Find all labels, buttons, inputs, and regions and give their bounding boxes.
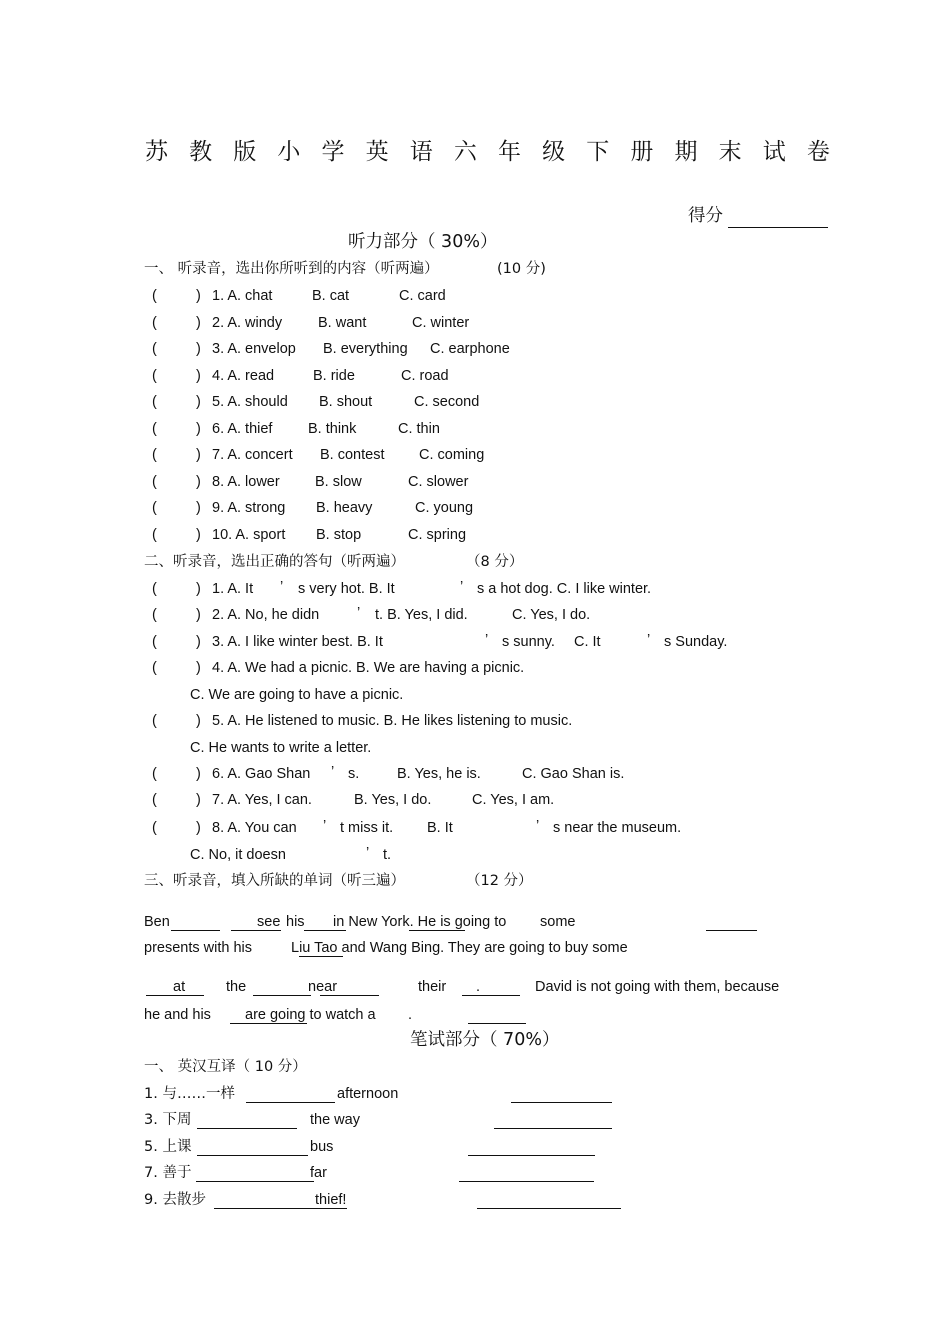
translation-blank-cn[interactable] <box>511 1102 612 1103</box>
translation-blank-en[interactable] <box>246 1102 335 1103</box>
title-char: 语 <box>409 139 433 165</box>
title-char: 卷 <box>806 139 830 165</box>
translation-prompt-en: bus <box>310 1139 334 1155</box>
option-c: C. earphone <box>430 341 510 357</box>
answer-paren: ) <box>196 792 201 808</box>
option-c: C. second <box>414 394 480 410</box>
answer-paren[interactable]: ( <box>152 581 157 597</box>
part2-q1-b2: s a hot dog. C. I like winter. <box>477 581 652 597</box>
answer-paren[interactable]: ( <box>152 660 157 676</box>
answer-paren: ) <box>196 607 201 623</box>
option-a: 10. A. sport <box>212 527 286 543</box>
title-char: 英 <box>365 139 389 165</box>
passage-word: his <box>286 914 305 930</box>
fill-blank-4[interactable] <box>409 930 465 931</box>
translation-prompt-en: far <box>310 1165 327 1181</box>
passage-text: Liu Tao and Wang Bing. They are going to buy some <box>291 940 628 956</box>
option-b: B. ride <box>313 368 355 384</box>
title-char: 版 <box>233 139 257 165</box>
part2-q8-a2: t miss it. <box>340 820 394 836</box>
apostrophe: ’ <box>280 579 284 595</box>
fill-blank-9[interactable] <box>320 995 379 996</box>
title-char: 苏 <box>145 139 168 165</box>
option-b: B. contest <box>320 447 385 463</box>
fill-blank-6[interactable] <box>299 956 343 957</box>
answer-paren[interactable]: ( <box>152 421 157 437</box>
apostrophe: ’ <box>460 579 464 595</box>
passage-word: some <box>540 914 576 930</box>
option-a: 9. A. strong <box>212 500 286 516</box>
answer-paren: ) <box>196 581 201 597</box>
answer-paren: ) <box>196 713 201 729</box>
translation-prompt-cn: 5. 上课 <box>144 1139 192 1155</box>
answer-paren: ) <box>196 634 201 650</box>
translation-blank-en[interactable] <box>197 1155 308 1156</box>
option-a: 6. A. thief <box>212 421 273 437</box>
answer-paren: ) <box>196 368 201 384</box>
translation-blank-cn[interactable] <box>468 1155 595 1156</box>
title-char: 期 <box>674 139 698 165</box>
answer-paren[interactable]: ( <box>152 792 157 808</box>
answer-paren[interactable]: ( <box>152 394 157 410</box>
option-b: B. shout <box>319 394 373 410</box>
title-char: 册 <box>630 139 654 165</box>
option-a: 8. A. lower <box>212 474 280 490</box>
translation-prompt-cn: 7. 善于 <box>144 1165 192 1181</box>
answer-paren[interactable]: ( <box>152 288 157 304</box>
part2-q3-a: 3. A. I like winter best. B. It <box>212 634 383 650</box>
part2-q3-a2: s sunny. <box>502 634 555 650</box>
answer-paren: ) <box>196 447 201 463</box>
part2-q6-c: C. Gao Shan is. <box>522 766 625 782</box>
answer-paren: ) <box>196 820 201 836</box>
part2-q2-c: C. Yes, I do. <box>512 607 591 623</box>
part2-q6-b: B. Yes, he is. <box>397 766 481 782</box>
option-b: B. want <box>318 315 367 331</box>
apostrophe: ’ <box>366 845 370 861</box>
option-c: C. card <box>399 288 446 304</box>
answer-paren[interactable]: ( <box>152 713 157 729</box>
answer-paren[interactable]: ( <box>152 527 157 543</box>
apostrophe: ’ <box>357 605 361 621</box>
option-c: C. coming <box>419 447 485 463</box>
fill-blank-8[interactable] <box>253 995 311 996</box>
part2-q4: 4. A. We had a picnic. B. We are having a picnic. <box>212 660 525 676</box>
passage-word: Ben <box>144 914 170 930</box>
option-c: C. spring <box>408 527 467 543</box>
option-a: 3. A. envelop <box>212 341 296 357</box>
passage-text: David is not going with them, because <box>535 979 780 995</box>
answer-paren[interactable]: ( <box>152 500 157 516</box>
option-a: 4. A. read <box>212 368 275 384</box>
option-c: C. road <box>401 368 449 384</box>
passage-text: presents with his <box>144 940 252 956</box>
passage-word: their <box>418 979 447 995</box>
title-char: 级 <box>542 139 566 165</box>
part2-q3-c: C. It <box>574 634 601 650</box>
answer-paren[interactable]: ( <box>152 341 157 357</box>
passage-word: see <box>257 914 281 930</box>
writing-section-header: 笔试部分（ 70%） <box>410 1030 560 1050</box>
translation-blank-en[interactable] <box>197 1128 297 1129</box>
apostrophe: ’ <box>323 818 327 834</box>
option-c: C. slower <box>408 474 469 490</box>
answer-paren: ) <box>196 288 201 304</box>
apostrophe: ’ <box>647 632 651 648</box>
title-char: 年 <box>498 139 521 165</box>
passage-word: . <box>408 1007 413 1023</box>
part2-q1-a2: s very hot. B. It <box>298 581 395 597</box>
title-char: 教 <box>189 139 213 165</box>
option-a: 7. A. concert <box>212 447 293 463</box>
answer-paren: ) <box>196 421 201 437</box>
part4-instruction: 一、 英汉互译（ 10 分） <box>144 1059 307 1075</box>
part2-q7-c: C. Yes, I am. <box>472 792 555 808</box>
fill-blank-12[interactable] <box>468 1023 526 1024</box>
part2-q8-b: B. It <box>427 820 453 836</box>
passage-word: at <box>173 979 186 995</box>
title-char: 六 <box>453 139 477 165</box>
listening-section-header: 听力部分（ 30%） <box>348 232 498 252</box>
title-char: 试 <box>762 139 786 165</box>
translation-prompt-en: the way <box>310 1112 360 1128</box>
translation-prompt-en: thief! <box>315 1192 347 1208</box>
translation-prompt-cn: 3. 下周 <box>144 1112 192 1128</box>
translation-prompt-cn: 9. 去散步 <box>144 1192 206 1208</box>
option-c: C. thin <box>398 421 440 437</box>
option-a: 1. A. chat <box>212 288 273 304</box>
answer-paren[interactable]: ( <box>152 607 157 623</box>
passage-text: he and his <box>144 1007 211 1023</box>
option-b: B. everything <box>323 341 408 357</box>
answer-paren[interactable]: ( <box>152 766 157 782</box>
part2-q2-a2: t. B. Yes, I did. <box>375 607 468 623</box>
option-b: B. heavy <box>316 500 373 516</box>
translation-prompt-cn: 1. 与……一样 <box>144 1086 235 1102</box>
part3-points: （12 分） <box>466 873 533 889</box>
translation-prompt-en: afternoon <box>337 1086 399 1102</box>
score-label: 得分 <box>688 206 723 226</box>
option-c: C. winter <box>412 315 470 331</box>
answer-paren: ) <box>196 394 201 410</box>
answer-paren[interactable]: ( <box>152 820 157 836</box>
part2-q6-a: 6. A. Gao Shan <box>212 766 311 782</box>
fill-blank-10[interactable] <box>462 995 520 996</box>
part3-instruction: 三、听录音，填入所缺的单词（听三遍） <box>144 873 405 889</box>
apostrophe: ’ <box>485 632 489 648</box>
answer-paren: ) <box>196 660 201 676</box>
part2-q8-cont: C. No, it doesn <box>190 847 286 863</box>
exam-title <box>145 138 830 166</box>
part2-q3-c2: s Sunday. <box>664 634 728 650</box>
passage-word: near <box>308 979 338 995</box>
part2-q2-a: 2. A. No, he didn <box>212 607 320 623</box>
passage-word: the <box>226 979 247 995</box>
answer-paren: ) <box>196 527 201 543</box>
part2-q5: 5. A. He listened to music. B. He likes listening to music. <box>212 713 573 729</box>
option-a: 5. A. should <box>212 394 288 410</box>
part2-q7-b: B. Yes, I do. <box>354 792 432 808</box>
option-b: B. think <box>308 421 357 437</box>
apostrophe: ’ <box>331 764 335 780</box>
option-b: B. stop <box>316 527 362 543</box>
answer-paren: ) <box>196 766 201 782</box>
answer-paren: ) <box>196 341 201 357</box>
part2-instruction: 二、听录音，选出正确的答句（听两遍） <box>144 554 405 570</box>
answer-paren[interactable]: ( <box>152 315 157 331</box>
apostrophe: ’ <box>536 818 540 834</box>
translation-blank-cn[interactable] <box>477 1208 621 1209</box>
translation-blank-en[interactable] <box>196 1181 314 1182</box>
answer-paren[interactable]: ( <box>152 447 157 463</box>
translation-blank-cn[interactable] <box>494 1128 612 1129</box>
option-b: B. slow <box>315 474 362 490</box>
option-c: C. young <box>415 500 474 516</box>
title-char: 末 <box>718 139 742 165</box>
answer-paren[interactable]: ( <box>152 368 157 384</box>
passage-word: . <box>476 979 481 995</box>
part2-q8-cont2: t. <box>383 847 392 863</box>
part2-q4-cont: C. We are going to have a picnic. <box>190 687 404 703</box>
option-b: B. cat <box>312 288 350 304</box>
part2-q6-a2: s. <box>348 766 360 782</box>
part2-points: （8 分） <box>466 554 524 570</box>
title-char: 学 <box>321 139 345 165</box>
answer-paren[interactable]: ( <box>152 474 157 490</box>
option-a: 2. A. windy <box>212 315 283 331</box>
translation-blank-cn[interactable] <box>459 1181 594 1182</box>
answer-paren: ) <box>196 474 201 490</box>
score-blank[interactable] <box>728 227 828 228</box>
part2-q8-a: 8. A. You can <box>212 820 297 836</box>
part2-q1-a: 1. A. It <box>212 581 254 597</box>
title-char: 下 <box>586 139 610 165</box>
part2-q5-cont: C. He wants to write a letter. <box>190 740 372 756</box>
passage-text: are going to watch a <box>245 1007 376 1023</box>
fill-blank-1[interactable] <box>171 930 220 931</box>
title-char: 小 <box>277 139 301 165</box>
part1-points: (10 分) <box>497 261 546 277</box>
passage-text: in New York. He is going to <box>333 914 507 930</box>
part2-q7-a: 7. A. Yes, I can. <box>212 792 312 808</box>
answer-paren: ) <box>196 315 201 331</box>
part2-q8-b2: s near the museum. <box>553 820 682 836</box>
part1-instruction: 一、 听录音，选出你所听到的内容（听两遍） <box>144 261 439 277</box>
answer-paren: ) <box>196 500 201 516</box>
fill-blank-5[interactable] <box>706 930 757 931</box>
answer-paren[interactable]: ( <box>152 634 157 650</box>
